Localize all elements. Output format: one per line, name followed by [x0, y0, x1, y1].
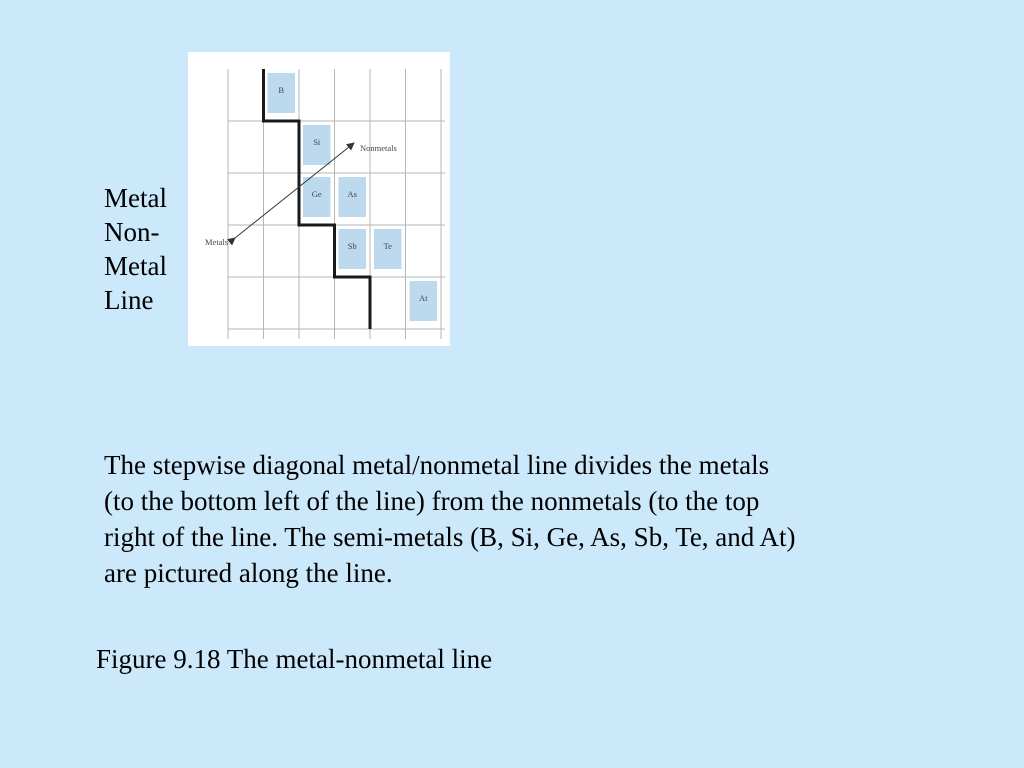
- side-title-line: Metal: [104, 183, 167, 213]
- description-line: are pictured along the line.: [104, 558, 393, 588]
- element-cell: [303, 177, 331, 217]
- description-paragraph: [104, 447, 1004, 591]
- side-title-line: Non-: [104, 217, 160, 247]
- metal-nonmetal-diagram: [188, 52, 450, 346]
- side-title-line: Metal: [104, 251, 167, 281]
- element-symbol: As: [347, 189, 357, 199]
- direction-arrow: [235, 143, 354, 238]
- periodic-grid-figure: [188, 52, 450, 346]
- description-line: (to the bottom left of the line) from the nonmetals (to the top: [104, 486, 760, 516]
- element-cell: [374, 229, 402, 269]
- nonmetals-label: Nonmetals: [360, 143, 397, 153]
- element-symbol: At: [419, 293, 428, 303]
- element-symbol: Te: [383, 241, 392, 251]
- element-cells: [268, 73, 438, 321]
- description-line: The stepwise diagonal metal/nonmetal line divides the metals: [104, 450, 770, 480]
- element-symbol: Sb: [347, 241, 357, 251]
- side-title: [104, 181, 188, 317]
- description-line: right of the line. The semi-metals (B, Si, Ge, As, Sb, Te, and At): [104, 522, 796, 552]
- element-cell: [303, 125, 331, 165]
- side-title-line: Line: [104, 285, 154, 315]
- element-symbol: Si: [313, 137, 321, 147]
- element-cell: [410, 281, 438, 321]
- element-symbol: B: [278, 85, 285, 95]
- figure-caption: Figure 9.18 The metal-nonmetal line: [96, 644, 493, 674]
- element-symbol: Ge: [311, 189, 322, 199]
- element-cell: [339, 229, 367, 269]
- element-cell: [339, 177, 367, 217]
- element-cell: [268, 73, 296, 113]
- metals-label: Metals: [205, 237, 229, 247]
